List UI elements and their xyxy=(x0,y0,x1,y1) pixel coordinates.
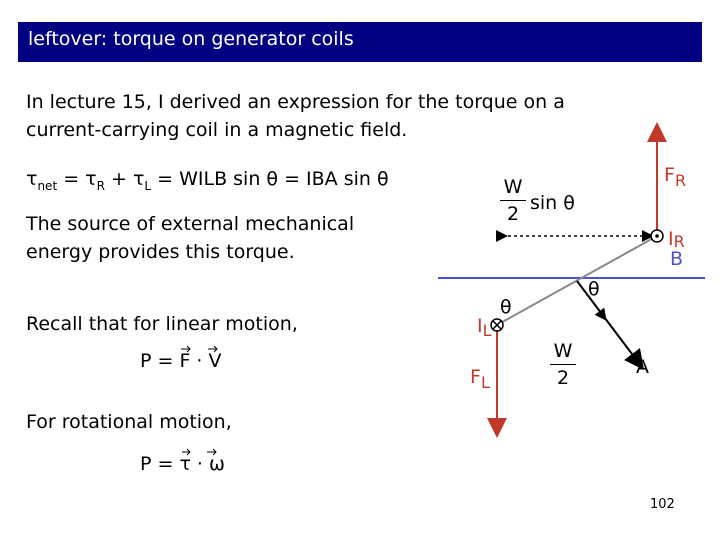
paragraph-rotational: For rotational motion, xyxy=(26,411,232,433)
area-normal-arrow xyxy=(577,281,638,362)
label-force-left xyxy=(470,366,490,392)
label-current-left xyxy=(477,315,492,340)
tau-net-sub: net xyxy=(37,178,58,193)
fraction-top-suffix: sin θ xyxy=(530,192,575,214)
fraction-top xyxy=(500,176,526,225)
theta-left: θ xyxy=(500,296,512,318)
fraction-bottom-bar xyxy=(550,364,576,365)
slide-title: leftover: torque on generator coils xyxy=(28,28,354,50)
rotational-power-equation: P = τ · ω xyxy=(140,453,225,475)
label-force-right xyxy=(664,164,687,190)
linear-power-equation: P = F · V xyxy=(140,350,222,372)
eq-rest: = WILB sin θ = IBA sin θ xyxy=(151,168,389,190)
eq-plus: + τ xyxy=(104,168,145,190)
force-left-f: F xyxy=(470,366,481,388)
force-left-l: L xyxy=(480,373,490,392)
fraction-top-denominator: 2 xyxy=(506,203,520,225)
current-out-icon xyxy=(651,230,663,242)
fraction-bottom-denominator: 2 xyxy=(556,367,570,389)
current-left-i: I xyxy=(477,315,483,337)
eq-part-1: = τ xyxy=(57,168,97,190)
theta-right: θ xyxy=(588,278,600,300)
current-right-i: I xyxy=(668,228,674,250)
fraction-bottom xyxy=(550,340,576,389)
current-in-icon xyxy=(491,319,503,331)
paragraph-intro: In lecture 15, I derived an expression for the torque on a current-carrying coil in a magnetic field. xyxy=(26,91,565,141)
tau-r-sub: R xyxy=(96,178,105,193)
current-right-r: R xyxy=(673,232,685,251)
force-right-r: R xyxy=(674,171,687,190)
current-left-l: L xyxy=(482,321,492,340)
fraction-top-numerator: W xyxy=(503,176,523,198)
page-number: 102 xyxy=(650,497,675,512)
tau-l-sub: L xyxy=(144,178,152,193)
paragraph-energy: The source of external mechanical energy provides this torque. xyxy=(26,213,355,263)
label-field-b: B xyxy=(670,248,684,270)
label-area-a: A xyxy=(636,356,649,378)
fraction-top-bar xyxy=(500,200,526,201)
coil-plane-line xyxy=(497,236,657,325)
fraction-bottom-numerator: W xyxy=(553,340,573,362)
label-current-right xyxy=(668,228,685,250)
paragraph-linear: Recall that for linear motion, xyxy=(26,313,298,335)
tau-symbol: τ xyxy=(26,168,38,190)
force-right-f: F xyxy=(664,164,675,186)
